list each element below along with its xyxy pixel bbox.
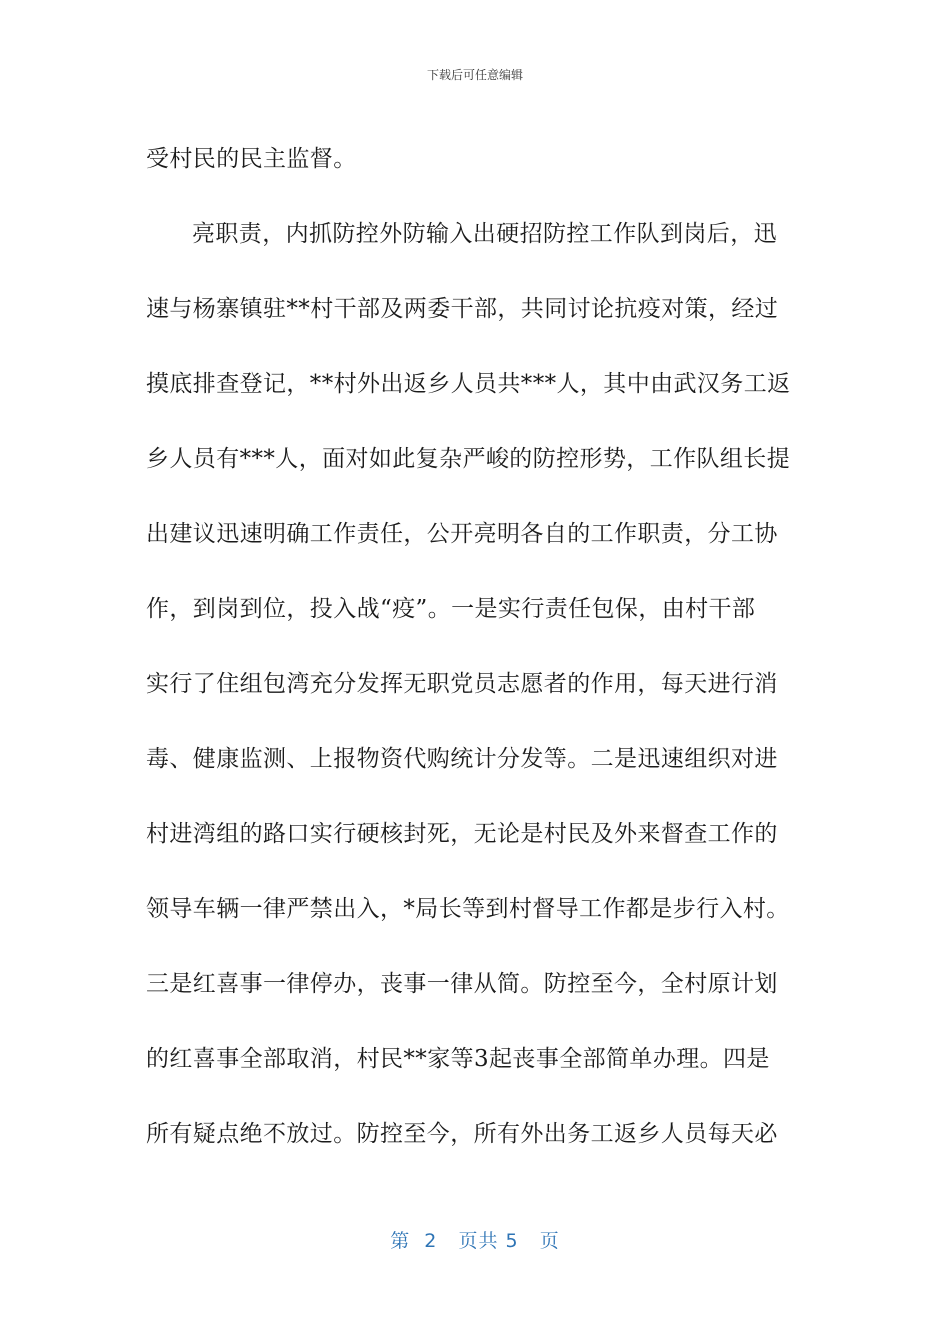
document-body bbox=[146, 122, 806, 1172]
text-line-6: 出建议迅速明确工作责任，公开亮明各自的工作职责，分工协 bbox=[146, 521, 778, 547]
text-line-11: 领导车辆一律严禁出入，*局长等到村督导工作都是步行入村。 bbox=[146, 896, 790, 922]
text-line-1: 受村民的民主监督。 bbox=[146, 146, 357, 172]
text-line-8: 实行了住组包湾充分发挥无职党员志愿者的作用，每天进行消 bbox=[146, 671, 778, 697]
text-line-2: 亮职责，内抓防控外防输入出硬招防控工作队到岗后，迅 bbox=[192, 221, 777, 247]
text-line-14: 所有疑点绝不放过。防控至今，所有外出务工返乡人员每天必 bbox=[146, 1121, 778, 1147]
text-line-5: 乡人员有***人，面对如此复杂严峻的防控形势，工作队组长提 bbox=[146, 446, 791, 472]
text-line-4: 摸底排查登记，**村外出返乡人员共***人，其中由武汉务工返 bbox=[146, 371, 791, 397]
text-line-9: 毒、健康监测、上报物资代购统计分发等。二是迅速组织对进 bbox=[146, 746, 778, 772]
text-line-13: 的红喜事全部取消，村民**家等3起丧事全部简单办理。四是 bbox=[146, 1046, 770, 1072]
page-footer: 第 2 页共 5 页 bbox=[390, 1230, 560, 1252]
text-line-3: 速与杨寨镇驻**村干部及两委干部，共同讨论抗疫对策，经过 bbox=[146, 296, 779, 322]
page-header: 下载后可任意编辑 bbox=[426, 68, 523, 82]
text-line-12: 三是红喜事一律停办，丧事一律从简。防控至今，全村原计划 bbox=[146, 971, 778, 997]
text-line-7: 作，到岗到位，投入战“疫”。一是实行责任包保，由村干部 bbox=[146, 596, 756, 622]
text-line-10: 村进湾组的路口实行硬核封死，无论是村民及外来督查工作的 bbox=[146, 821, 778, 847]
